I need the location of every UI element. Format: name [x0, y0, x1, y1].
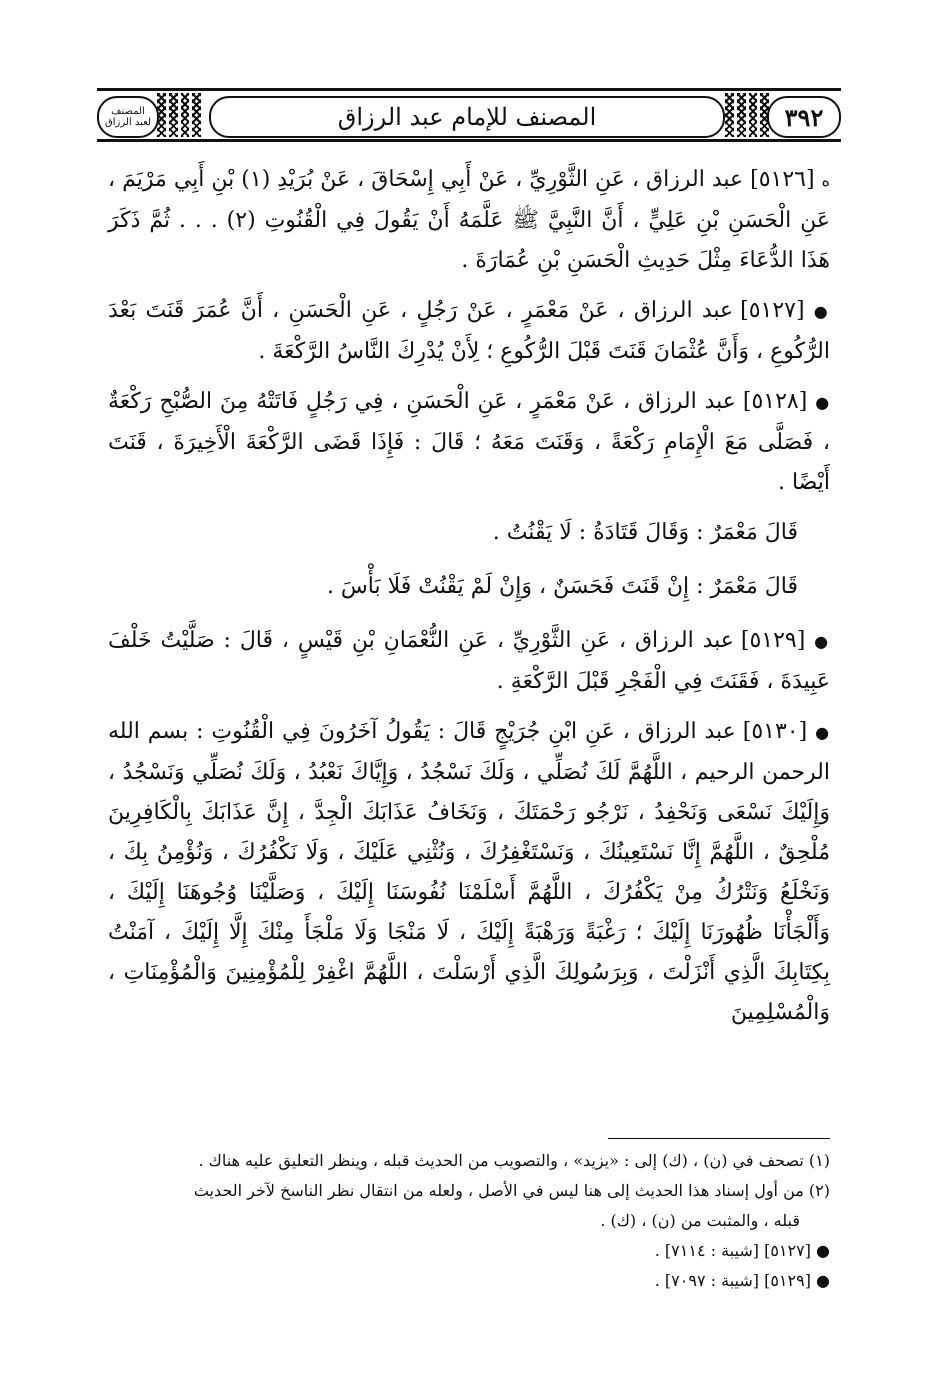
logo-line-2: لعبد الرزاق: [104, 117, 152, 128]
logo-line-1: المصنف: [111, 106, 145, 117]
entry-marker: ●: [815, 393, 830, 412]
ornament-right-icon: [725, 93, 769, 137]
entry-text: [٥١٢٩] عبد الرزاق ، عَنِ الثَّوْرِيِّ ، عَنِ النُّعْمَانِ بْنِ قَيْسٍ ، قَالَ : صَلَّيْتُ خَلْفَ عَبِيدَةَ ، فَقَنَتَ فِي الْفَجْرِ قَبْلَ الرَّكْعَةِ .: [108, 628, 830, 694]
reference-5127: ● [٥١٢٧] [شيبة : ٧١١٤] .: [654, 1241, 830, 1260]
hadith-entry-5127: [108, 291, 830, 372]
hadith-entry-5129: [108, 621, 830, 702]
hadith-entry-5130: [108, 712, 830, 1033]
page-number: ٣٩٢: [767, 96, 841, 138]
footnote-2: (٢) من أول إسناد هذا الحديث إلى هنا ليس في الأصل ، ولعله من انتقال نظر الناسخ لآخر الحديث: [193, 1181, 830, 1200]
hadith-entry-5128: [108, 382, 830, 503]
reference-5129: ● [٥١٢٩] [شيبة : ٧٠٩٧] .: [654, 1271, 830, 1290]
book-logo: [97, 96, 159, 138]
page-title: المصنف للإمام عبد الرزاق: [209, 96, 725, 138]
entry-marker: ●: [815, 723, 830, 742]
footnote-2-continued: قبله ، والمثبت من (ن) ، (ك) .: [600, 1211, 800, 1230]
entry-5128-note-1: قَالَ مَعْمَرٌ : وَقَالَ قَتَادَةُ : لَا يَقْنُتُ .: [492, 520, 798, 545]
footnote-1: (١) تصحف في (ن) ، (ك) إلى : «يزيد» ، والتصويب من الحديث قبله ، وينظر التعليق عليه هناك .: [198, 1151, 830, 1170]
entry-marker: ه: [821, 171, 830, 190]
entry-text: [٥١٢٨] عبد الرزاق ، عَنْ مَعْمَرٍ ، عَنِ الْحَسَنِ ، فِي رَجُلٍ فَاتَتْهُ مِنَ الصُّبْحِ رَكْعَةٌ ، فَصَلَّى مَعَ الْإِمَامِ رَكْعَةً ، وَقَنَتَ مَعَهُ ؛ قَالَ : فَإِذَا قَضَى الرَّكْعَةَ الْأَخِيرَةَ ، قَنَتَ أَيْضًا .: [108, 389, 830, 495]
footnote-separator: [608, 1138, 830, 1139]
footnotes: [108, 1146, 830, 1296]
entry-text: [٥١٢٧] عبد الرزاق ، عَنْ مَعْمَرٍ ، عَنْ رَجُلٍ ، عَنِ الْحَسَنِ ، أَنَّ عُمَرَ قَنَتَ بَعْدَ الرُّكُوعِ ، وَأَنَّ عُثْمَانَ قَنَتَ قَبْلَ الرُّكُوعِ ؛ لِأَنْ يُدْرِكَ النَّاسُ الرَّكْعَةَ .: [108, 298, 830, 364]
page-header: [97, 88, 841, 142]
entry-text: [٥١٢٦] عبد الرزاق ، عَنِ الثَّوْرِيِّ ، عَنْ أَبِي إِسْحَاقَ ، عَنْ بُرَيْدِ (١) بْنِ أَبِي مَرْيَمَ ، عَنِ الْحَسَنِ بْنِ عَلِيٍّ ، أَنَّ النَّبِيَّ ﷺ عَلَّمَهُ أَنْ يَقُولَ فِي الْقُنُوتِ (٢) . . . ثُمَّ ذَكَرَ هَذَا الدُّعَاءَ مِثْلَ حَدِيثِ الْحَسَنِ بْنِ عُمَارَةَ .: [108, 167, 830, 273]
ornament-left-icon: [157, 93, 201, 137]
entry-text: [٥١٣٠] عبد الرزاق ، عَنِ ابْنِ جُرَيْجٍ قَالَ : يَقُولُ آخَرُونَ فِي الْقُنُوتِ : بسم الله الرحمن الرحيم ، اللَّهُمَّ لَكَ نُصَلِّي ، وَلَكَ نَسْجُدُ ، وَإِيَّاكَ نَعْبُدُ ، وَلَكَ نُصَلِّي وَنَسْجُدُ ، وَإِلَيْكَ نَسْعَى وَنَحْفِدُ ، نَرْجُو رَحْمَتَكَ ، وَنَخَافُ عَذَابَكَ الْجِدَّ ، إِنَّ عَذَابَكَ بِالْكَافِرِينَ مُلْحِقٌ ، اللَّهُمَّ إِنَّا نَسْتَعِينُكَ ، وَنَسْتَغْفِرُكَ ، وَنُثْنِي عَلَيْكَ ، وَلَا نَكْفُرُكَ ، وَنُؤْمِنُ بِكَ ، وَنَخْلَعُ وَنَتْرُكُ مِنْ يَكْفُرُكَ ، اللَّهُمَّ أَسْلَمْنَا نُفُوسَنَا إِلَيْكَ ، وَصَلَّيْنَا وُجُوهَنَا إِلَيْكَ ، وَأَلْجَأْنَا ظُهُورَنَا إِلَيْكَ ؛ رَغْبَةً وَرَهْبَةً إِلَيْكَ ، لَا مَنْجَا وَلَا مَلْجَأَ مِنْكَ إِلَّا إِلَيْكَ ، آمَنْتُ بِكِتَابِكَ الَّذِي أَنْزَلْتَ ، وَبِرَسُولِكَ الَّذِي أَرْسَلْتَ ، اللَّهُمَّ اغْفِرْ لِلْمُؤْمِنِينَ وَالْمُؤْمِنَاتِ ، وَالْمُسْلِمِينَ: [108, 719, 830, 1025]
hadith-entry-5126: [108, 160, 830, 281]
entry-marker: ●: [814, 632, 830, 651]
entry-5128-note-2: قَالَ مَعْمَرٌ : إِنْ قَنَتَ فَحَسَنٌ ، وَإِنْ لَمْ يَقْنُتْ فَلَا بَأْسَ .: [326, 574, 798, 599]
entry-marker: ●: [813, 302, 830, 321]
main-text: [108, 160, 830, 1043]
